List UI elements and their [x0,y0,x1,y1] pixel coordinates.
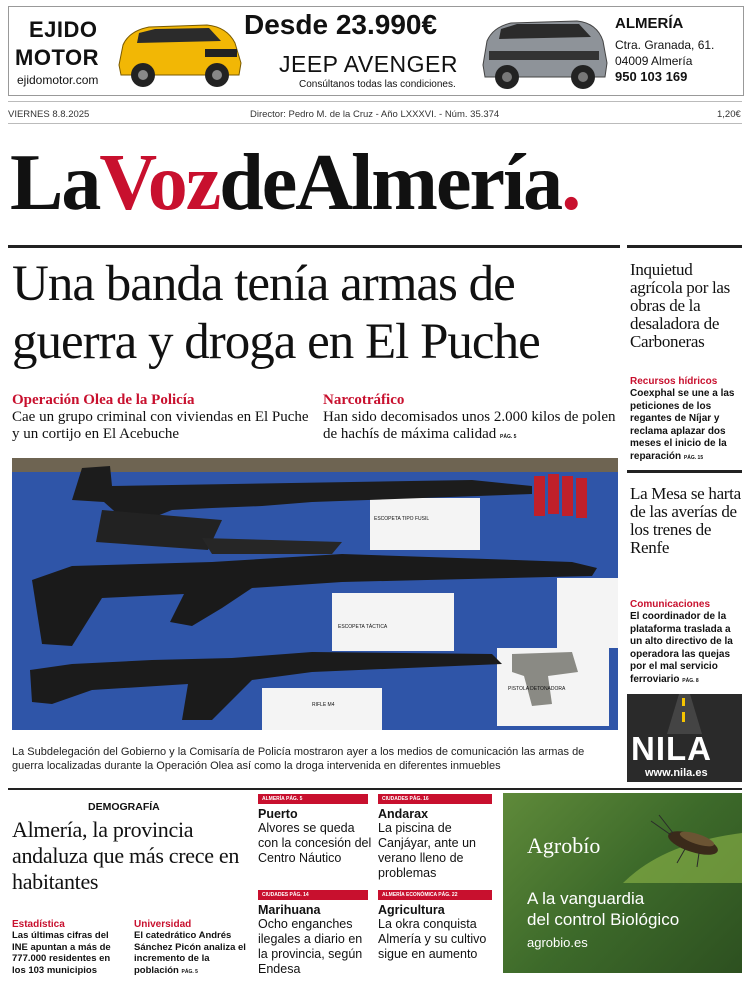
ad-brand-line2: MOTOR [15,45,99,70]
yellow-car-image [109,13,249,93]
photo-label-1: ESCOPETA TIPO FUSIL [374,516,430,522]
side2-kicker: Comunicaciones [630,599,711,610]
brief-body: Ocho enganches ilegales a diario en la provincia, según Endesa [258,917,363,976]
nila-url: www.nila.es [645,767,708,779]
side1-kicker: Recursos hídricos [630,376,718,387]
ad-brand-line1: EJIDO [29,17,98,42]
demografia-label: DEMOGRAFÍA [88,801,160,813]
demografia-sub1-kicker: Estadística [12,919,65,930]
ad-price: Desde 23.990€ [244,9,438,40]
demografia-sub2[interactable] [134,919,246,978]
masthead-de: de [219,139,296,227]
agrobio-logo: Agrobío [527,833,601,858]
masthead-logo[interactable] [10,138,579,228]
main-left-kicker: Operación Olea de la Policía [12,392,195,408]
ad-conditions: Consúltanos todas las condiciones. [299,79,456,90]
brief-tag: CIUDADES PÁG. 16 [378,794,492,804]
divider [627,470,742,473]
ad-address-line2: 04009 Almería [615,54,693,68]
divider [8,123,742,124]
side1-page-ref: PÁG. 15 [683,454,704,461]
agrobio-advertisement[interactable] [503,793,742,973]
brief-agricultura[interactable] [378,890,493,962]
agrobio-line2: del control Biológico [527,910,680,929]
side1-headline[interactable]: Inquietud agrícola por las obras de la desaladora de Carboneras [630,260,730,351]
main-left-deck: Cae un grupo criminal con viviendas en El Puche y un cortijo en El Acebuche [12,409,309,442]
ad-address [615,37,714,69]
masthead-dot: . [561,139,580,227]
dateline-date: VIERNES 8.8.2025 [8,109,90,120]
brief-body: La piscina de Canjáyar, ante un verano lleno de problemas [378,821,476,880]
side2-headline[interactable]: La Mesa se harta de las averías de los trenes de Renfe [630,484,741,557]
demografia-sub1[interactable] [12,919,124,976]
photo-label-4: RIFLE M4 [312,702,335,708]
dateline-price: 1,20€ [717,109,741,120]
nila-logo: NILA [631,730,712,767]
divider [8,788,742,790]
demografia-headline[interactable]: Almería, la provincia andaluza que más crece en habitantes [12,817,240,894]
grey-car-image [475,11,613,93]
top-advertisement[interactable] [8,6,744,96]
photo-label-2: ESCOPETA TÁCTICA [338,624,388,630]
demografia-sub2-kicker: Universidad [134,919,192,930]
main-photo-weapons[interactable] [12,458,618,730]
ad-model: JEEP AVENGER [279,51,458,77]
brief-tag: ALMERÍA PÁG. 5 [258,794,368,804]
side2-page-ref: PÁG. 8 [682,677,699,684]
ad-address-line1: Ctra. Granada, 61. [615,38,715,52]
nila-advertisement[interactable] [627,694,742,782]
agrobio-line1: A la vanguardia [527,889,645,908]
road-graphic [627,694,742,734]
main-headline[interactable]: Una banda tenía armas de guerra y droga en El Puche [12,256,540,370]
ad-brand-url: ejidomotor.com [17,73,99,87]
main-left-subhead[interactable] [12,392,312,443]
demografia-sub2-body [134,930,246,978]
brief-title: Andarax [378,807,429,821]
main-right-deck-text: Han sido decomisados unos 2.000 kilos de polen de hachís de máxima calidad [323,409,616,442]
side1-body-text: Coexphal se une a las peticiones de los regantes de Níjar y reclama aplazar dos meses el inicio de la reparación [630,388,735,462]
brief-tag: ALMERÍA ECONÓMICA PÁG. 22 [378,890,492,900]
ad-phone: 950 103 169 [615,69,688,84]
brief-marihuana[interactable] [258,890,373,977]
brief-tag: CIUDADES PÁG. 14 [258,890,368,900]
photo-caption: La Subdelegación del Gobierno y la Comisaría de Policía mostraron ayer a los medios de comunicación las armas de guerra localizadas durante la Operación Olea así como la droga intervenida en diferentes inmuebles [12,746,585,772]
side2-body-text: El coordinador de la plataforma traslada a un alto directivo de la operadora las quejas por el mal servicio ferroviario [630,611,733,685]
brief-body: Alvores se queda con la concesión del Centro Náutico [258,821,372,865]
demografia-sub2-page-ref: PÁG. 5 [181,968,198,975]
masthead-la: La [10,139,100,227]
agrobio-url: agrobio.es [527,935,588,950]
main-right-subhead[interactable] [323,392,623,446]
ad-city: ALMERÍA [615,15,684,32]
masthead-almeria: Almería [295,139,562,227]
demografia-sub2-body-text: El catedrático Andrés Sánchez Picón analiza el incremento de la población [134,930,246,976]
main-right-page-ref: PÁG. 5 [500,434,517,440]
brief-title: Agricultura [378,903,445,917]
brief-puerto[interactable] [258,794,373,866]
photo-label-3: PISTOLA DETONADORA [508,686,566,692]
main-right-kicker: Narcotráfico [323,392,405,408]
brief-title: Marihuana [258,903,321,917]
divider [8,101,742,102]
dateline-director: Director: Pedro M. de la Cruz - Año LXXXVI. - Núm. 35.374 [250,109,500,120]
brief-andarax[interactable] [378,794,493,881]
side2-body [630,611,745,687]
main-right-deck [323,409,623,446]
demografia-sub1-body: Las últimas cifras del INE apuntan a más de 777.000 residentes en los 103 municipios [12,930,111,976]
masthead-voz: Voz [99,139,220,227]
brief-title: Puerto [258,807,298,821]
side1-body [630,388,745,464]
insect-image [623,803,742,883]
divider [627,245,742,248]
brief-body: La okra conquista Almería y su cultivo sigue en aumento [378,917,487,961]
